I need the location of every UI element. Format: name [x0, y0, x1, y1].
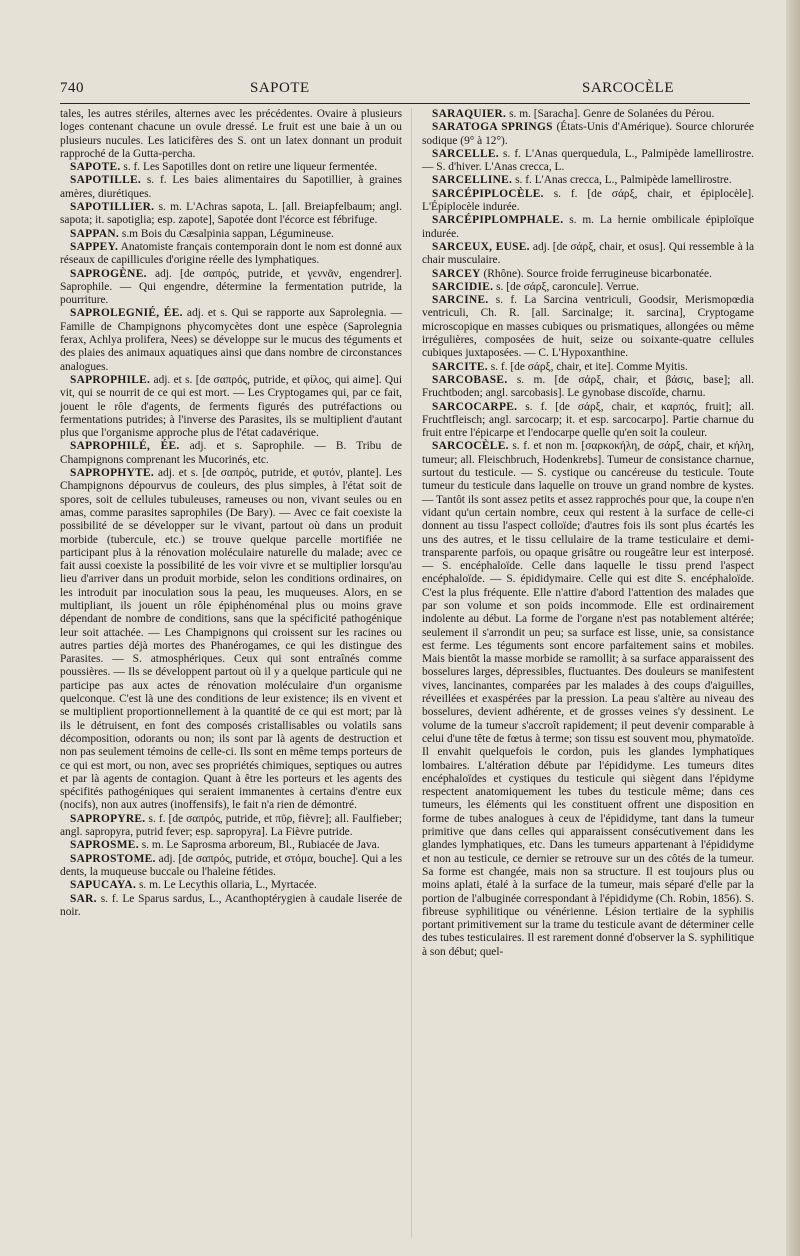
entry-definition: s. f. [de σάρξ, chair, et épiplocèle]. L'Épiplocèle indurée.	[422, 187, 754, 214]
entry-definition: s. [de σάρξ, caroncule]. Verrue.	[496, 280, 639, 293]
entry-definition: adj. et s. [de σαπρός, putride, et φυτόν, plante]. Les Champignons dépourvus de couleurs, des plus simples, à l'état soit de spores, soit de cellules tubuleuses, rameuses ou non, vivant seules ou en amas, comme parasites saprophiles (De Bary). — Avec ce fait coexiste la possibilité de se développer sur le vivant, partout où dans un produit morbide (tubercule, etc.) se trouve quelque parcelle mortifiée ne participant plus à la rénovation moléculaire naturelle du malade; avec ce fait aussi coexiste la possibilité de les voir vivre et se multiplier lorsqu'au lieu d'arriver dans un produit morbide, selon les conditions ordinaires, on les introduit par inoculation sous la peau, les muqueuses. Alors, en se multipliant, ils jouent un rôle épiphénoménal plus ou moins grave dépendant de nombre de conditions, sans que la spécificité pathogénique leur soit attachée. — Les Champignons qui croissent sur les racines ou autres parties déjà mortes des Phanérogames, ce qui les distingue des Parasites. — S. atmosphériques. Ceux qui sont entraînés comme poussières. — Ils se développent partout où il y a quelque particule qui ne participe pas aux actes de rénovation moléculaire d'un organisme quelconque. C'est là une des conditions de leur existence; ils en vivent et se multiplient proportionnellement à la quantité de ce qui est mort; par là ils le détruisent, en font des composés cristallisables ou volatils sans décomposition, odorants ou non; ils sont par là agents de destruction et non pas seulement témoins de celle-ci. Ils sont en même temps porteurs de ce qui est mort, ou non, avec ses propriétés chimiques, septiques ou autres et par là agents de contagion. Quant à être les porteurs et les agents des spécifités pathogéniques qui seraient immanentes à certains d'entre eux (nocifs), non aux autres (inoffensifs), le fait n'a rien de démontré.	[60, 467, 402, 812]
dictionary-entry	[60, 893, 402, 920]
entry-headword: SARCÉPIPLOMPHALE.	[432, 214, 564, 227]
entry-headword: SARCOBASE.	[432, 373, 508, 386]
entry-definition: s. m. L'Achras sapota, L. [all. Breiapfelbaum; angl. sapota; it. sapotiglia; esp. zapote], Sapotée dont l'écorce est fébrifuge.	[60, 201, 402, 227]
dictionary-entry	[60, 879, 402, 892]
entry-headword: SARCEY	[432, 267, 481, 280]
entry-definition: s. f. [de σαπρός, putride, et πῦρ, fièvre]; all. Faulfieber; angl. sapropyra, putrid fever; esp. sapropyra]. La Fièvre putride.	[60, 812, 402, 839]
dictionary-entry	[60, 853, 402, 880]
entry-headword: SARCÉPIPLOCÈLE.	[432, 187, 544, 200]
entry-definition: s. m. Le Lecythis ollaria, L., Myrtacée.	[138, 879, 317, 892]
entry-headword: SARCELLINE.	[432, 174, 513, 187]
entry-headword: SAPROSTOME.	[70, 852, 156, 865]
dictionary-entry	[422, 294, 754, 360]
dictionary-entry	[422, 268, 754, 281]
entry-definition: s. f. [de σάρξ, chair, et ite]. Comme Myitis.	[490, 360, 688, 373]
entry-definition: s. m. [de σάρξ, chair, et βάσις, base]; all. Fruchtboden; angl. sarcobasis]. Le gynobase discoïde, charnu.	[422, 373, 754, 400]
entry-definition: s. m. La hernie ombilicale épiploïque indurée.	[422, 214, 754, 240]
entry-headword: SAPROGÈNE.	[70, 267, 147, 280]
dictionary-entry	[422, 401, 754, 441]
dictionary-entry	[60, 440, 402, 467]
header-rule	[60, 103, 750, 104]
entry-headword: SAPPEY.	[70, 240, 119, 253]
dictionary-entry	[422, 214, 754, 241]
entry-definition: tales, les autres stériles, alternes avec les précédentes. Ovaire à plusieurs loges contenant chacune un ovule dressé. Le fruit est une baie à un ou plusieurs nucules. Les laticifères des S. ont un latex donnant un produit rapproché de la Gutta-percha.	[60, 108, 402, 160]
left-column	[60, 108, 402, 919]
entry-headword: SAPROPHILE.	[70, 373, 151, 386]
entry-definition: adj. et s. [de σαπρός, putride, et φίλος, qui aime]. Qui vit, qui se nourrit de ce qui est mort. — Les Cryptogames qui, par ce fait, jouent le rôle d'agents, de ferments figurés des putréfactions ou fermentations putrides; à l'inverse des Parasites, ils se multiplient d'autant plus que l'organisme approche plus de l'état cadavérique.	[60, 373, 402, 440]
dictionary-entry	[60, 161, 402, 174]
entry-headword: SAPROLEGNIÉ, ÉE.	[70, 307, 183, 320]
entry-definition: s. f. Le Sparus sardus, L., Acanthoptérygien à caudale liserée de noir.	[60, 892, 402, 918]
entry-headword: SAPROPYRE.	[70, 812, 146, 825]
right-column	[422, 108, 754, 959]
entry-definition: (Rhône). Source froide ferrugineuse bicarbonatée.	[483, 267, 712, 280]
right-running-head: SARCOCÈLE	[582, 80, 675, 96]
entry-headword: SARCINE.	[432, 294, 489, 307]
dictionary-entry	[422, 174, 754, 187]
page-number: 740	[60, 80, 84, 96]
entry-headword: SARATOGA SPRINGS	[432, 121, 553, 134]
entry-headword: SARCELLE.	[432, 147, 499, 160]
entry-headword: SAPOTILLE.	[70, 174, 142, 187]
dictionary-entry	[60, 174, 402, 201]
dictionary-entry	[422, 361, 754, 374]
entry-definition: adj. [de σάρξ, chair, et osus]. Qui ressemble à la chair musculaire.	[422, 240, 754, 267]
entry-definition: s. f. L'Anas crecca, L., Palmipède lamellirostre.	[515, 174, 732, 187]
dictionary-entry	[60, 228, 402, 241]
column-gutter	[411, 108, 412, 1238]
entry-definition: Anatomiste français contemporain dont le nom est donné aux réseaux de capillicules d'origine réelle des lymphatiques.	[60, 240, 402, 267]
dictionary-entry	[60, 241, 402, 268]
entry-definition: s.m Bois du Cæsalpinia sappan, Légumineuse.	[121, 227, 334, 240]
entry-definition: adj. [de σαπρός, putride, et στόμα, bouche]. Qui a les dents, la muqueuse buccale ou l'haleine fétides.	[60, 852, 402, 878]
dictionary-entry	[422, 241, 754, 268]
running-header	[60, 80, 750, 104]
entry-headword: SAPUCAYA.	[70, 879, 137, 892]
dictionary-entry	[422, 108, 754, 121]
dictionary-entry	[60, 374, 402, 440]
dictionary-entry	[422, 188, 754, 215]
entry-definition: s. f. [de σάρξ, chair, et καρπός, fruit]; all. Fruchtfleisch; angl. sarcocarp; it. et esp. sarcocarpo]. Partie charnue du fruit entre l'épicarpe et l'endocarpe quelle qu'en soit la couleur.	[422, 400, 754, 440]
entry-definition: s. m. [Saracha]. Genre de Solanées du Pérou.	[509, 108, 715, 120]
left-running-head: SAPOTE	[250, 80, 310, 96]
dictionary-entry	[422, 281, 754, 294]
entry-headword: SAPOTILLIER.	[70, 201, 155, 214]
dictionary-entry	[60, 108, 402, 161]
entry-headword: SARCEUX, EUSE.	[432, 240, 530, 253]
dictionary-entry	[422, 374, 754, 401]
dictionary-entry	[422, 121, 754, 148]
dictionary-entry	[422, 440, 754, 959]
dictionary-entry	[60, 467, 402, 813]
entry-definition: s. f. Les baies alimentaires du Sapotillier, à graines amères, diurétiques.	[60, 174, 402, 200]
entry-headword: SARCOCÈLE.	[432, 440, 509, 453]
entry-definition: s. m. Le Saprosma arboreum, Bl., Rubiacée de Java.	[141, 839, 380, 852]
entry-headword: SAPROPHYTE.	[70, 467, 154, 480]
entry-definition: adj. et s. Saprophile. — B. Tribu de Champignons comprenant les Mucorinés, etc.	[60, 440, 402, 466]
dictionary-entry	[60, 839, 402, 852]
entry-headword: SARCIDIE.	[432, 280, 494, 293]
entry-headword: SARCITE.	[432, 360, 488, 373]
entry-definition: adj. [de σαπρός, putride, et γεννᾶν, engendrer]. Saprophile. — Qui engendre, détermine la fermentation putride, la pourriture.	[60, 267, 402, 307]
entry-definition: s. f. L'Anas querquedula, L., Palmipède lamellirostre. — S. d'hiver. L'Anas crecca, L.	[422, 147, 754, 174]
entry-headword: SAPROPHILÉ, ÉE.	[70, 440, 180, 453]
entry-headword: SAPROSME.	[70, 839, 139, 852]
entry-definition: s. f. et non m. [σαρκοκήλη, de σάρξ, chair, et κήλη, tumeur; all. Fleischbruch, Hodenkrebs]. Tumeur de consistance charnue, surtout du testicule. — S. cystique ou cancéreuse du testicule. Toute tumeur du testicule dans laquelle on trouve un grand nombre de kystes. — Tantôt ils sont assez petits et assez rapprochés pour que, la coupe n'en vidant qu'un certain nombre, ceux qui restent à la surface de celle-ci donnent au tissu l'aspect colloïde; d'autres fois ils sont plus écartés les uns des autres, et le tissu cellulaire de la trame testiculaire et demi-transparente parfois, ou opaque grisâtre ou rougeâtre leur est interposé. — S. encéphaloïde. Celle dans laquelle le tissu prend l'aspect encéphaloïde. — S. épididymaire. Celle qui est dite S. encéphaloïde. C'est la plus fréquente. Elle n'attire d'abord l'attention des malades que par son volume et son poids incommode. Elle est ordinairement indolente au début. La forme de l'organe n'est pas notablement altérée; seulement il s'arrondit un peu; sa surface est lisse, unie, sa consistance est ferme. Les téguments sont encore parfaitement sains et mobiles. Mais bientôt la masse morbide se ramollit; à sa surface apparaissent des bosselures larges, dépressibles, fluctuantes. Des douleurs se manifestent vives, lancinantes, comparées par les malades à des coups d'aiguilles, réveillées et exaspérées par la pression. La peau s'altère au niveau des bosselures, devient adhérente, et de grosses veines s'y dessinent. Le volume de la tumeur s'accroît rapidement; il peut devenir comparable à celui d'une tête de fœtus à terme; son tissu est souvent mou, phymatoïde. Il envahit quelquefois le cordon, puis les glandes lymphatiques lombaires. L'altération débute par l'épididyme. Les tumeurs dites encéphaloïdes et cystiques du testicule qui siègent dans l'épidyme respectent anatomiquement les tubes du testicule même; dans ces tumeurs, les éléments qui les constituent offrent une disposition en forme de tubes analogues à ceux de l'épididyme, tant dans la tumeur primitive que dans celles qui apparaissent consécutivement dans les glandes lymphatiques, etc. Dans les tumeurs appartenant à l'épididyme et non au testicule, ce dernier se retrouve sur un des côtés de la tumeur. Sa forme est changée, mais non sa structure. Il est toujours plus ou moins aplati, étalé à la surface de la tumeur, mais séparé d'elle par la portion de l'albuginée correspondant à l'épididyme (Ch. Robin, 1856). S. fibreuse syphilitique ou vénérienne. Lésion tertiaire de la syphilis portant primitivement sur la trame du testicule avant de déterminer celle des tubes testiculaires. Il est rarement donné d'observer la S. syphilitique à son début; quel-	[422, 440, 754, 958]
dictionary-entry	[60, 201, 402, 228]
entry-headword: SAPPAN.	[70, 227, 120, 240]
entry-definition: (États-Unis d'Amérique). Source chlorurée sodique (9° à 12°).	[422, 121, 754, 147]
entry-headword: SAR.	[70, 892, 97, 905]
dictionary-entry	[422, 148, 754, 175]
dictionary-entry	[60, 268, 402, 308]
dictionary-entry	[60, 307, 402, 373]
entry-definition: adj. et s. Qui se rapporte aux Saprolegnia. — Famille de Champignons phycomycètes dont une espèce (Saprolegnia ferax, Achlya prolifera, Nees) se développe sur le mucus des téguments et des plaies des animaux aquatiques ainsi que dans nombre de circonstances analogues.	[60, 307, 402, 373]
entry-headword: SARCOCARPE.	[432, 400, 518, 413]
page-edge	[786, 0, 800, 1256]
entry-headword: SAPOTE.	[70, 161, 121, 174]
entry-headword: SARAQUIER.	[432, 108, 507, 120]
entry-definition: s. f. Les Sapotilles dont on retire une liqueur fermentée.	[123, 161, 378, 174]
entry-definition: s. f. La Sarcina ventriculi, Goodsir, Merismopœdia ventriculi, Ch. R. [all. Sarcinalge; it. sarcina], Cryptogame microscopique en masses cubiques ou prismatiques, allongées ou même irrégulières, composées de huit, seize ou soixante-quatre cellules cubiques juxtaposées. — C. L'Hypoxanthine.	[422, 294, 754, 360]
dictionary-entry	[60, 813, 402, 840]
